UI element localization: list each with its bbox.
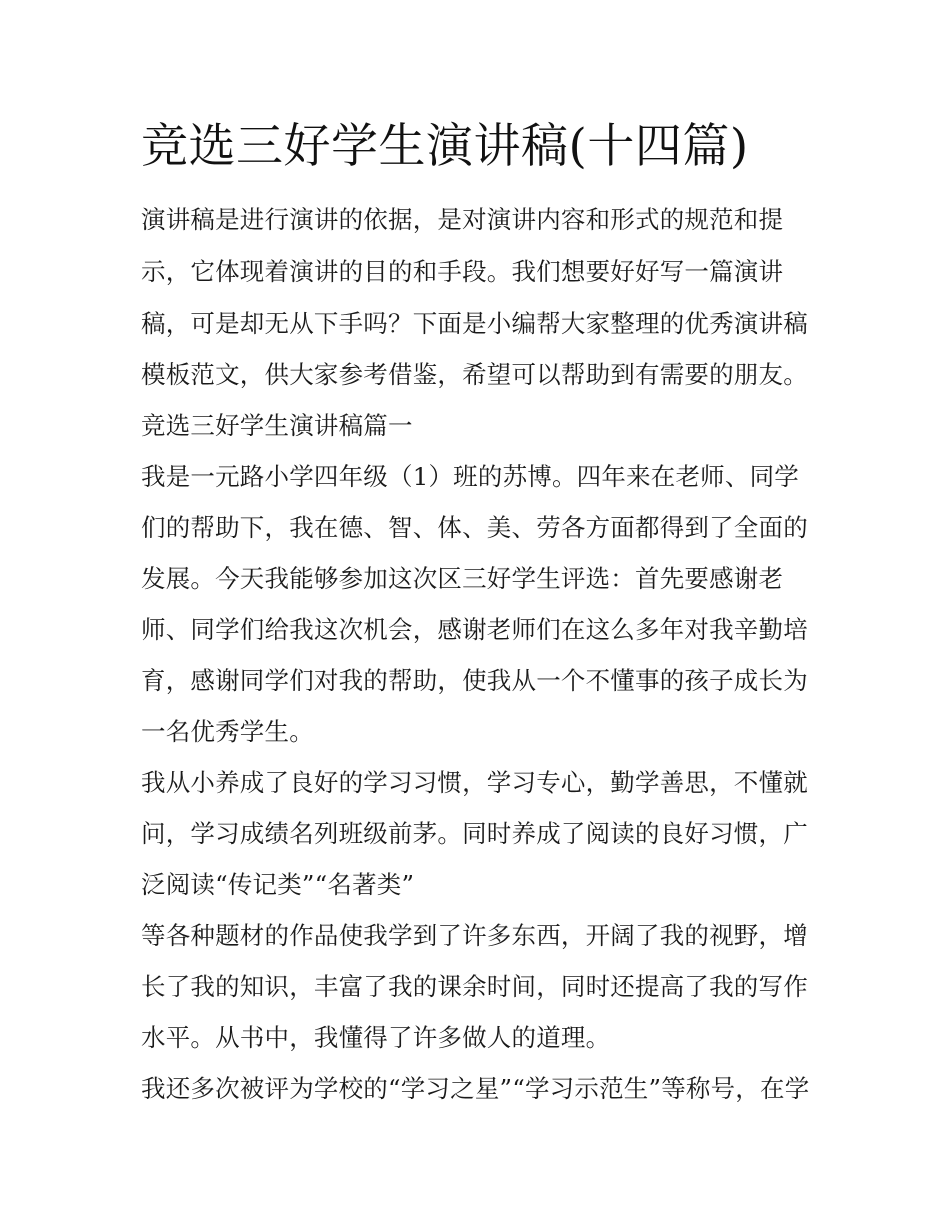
section-heading: 竞选三好学生演讲稿篇一 — [141, 411, 413, 440]
text-line: 泛阅读“传记类”“名著类” — [141, 870, 415, 899]
text-line: 示，它体现着演讲的目的和手段。我们想要好好写一篇演讲 — [141, 257, 784, 286]
document-title: 竞选三好学生演讲稿(十四篇) — [141, 119, 749, 174]
text-line: 我还多次被评为学校的“学习之星”“学习示范生”等称号，在学 — [141, 1074, 810, 1103]
text-line: 我是一元路小学四年级（1）班的苏博。四年来在老师、同学 — [141, 462, 799, 491]
text-line: 稿，可是却无从下手吗？下面是小编帮大家整理的优秀演讲稿 — [141, 309, 808, 338]
text-line: 水平。从书中，我懂得了许多做人的道理。 — [141, 1023, 611, 1052]
text-line: 我从小养成了良好的学习习惯，学习专心，勤学善思，不懂就 — [141, 768, 808, 797]
text-line: 一名优秀学生。 — [141, 717, 314, 746]
text-line: 育，感谢同学们对我的帮助，使我从一个不懂事的孩子成长为 — [141, 666, 808, 695]
text-line: 们的帮助下，我在德、智、体、美、劳各方面都得到了全面的 — [141, 513, 808, 542]
text-line: 长了我的知识，丰富了我的课余时间，同时还提高了我的写作 — [141, 972, 808, 1001]
text-line: 等各种题材的作品使我学到了许多东西，开阔了我的视野，增 — [141, 921, 808, 950]
text-line: 发展。今天我能够参加这次区三好学生评选：首先要感谢老 — [141, 564, 784, 593]
text-line: 演讲稿是进行演讲的依据，是对演讲内容和形式的规范和提 — [141, 205, 784, 234]
text-line: 问，学习成绩名列班级前茅。同时养成了阅读的良好习惯，广 — [141, 819, 808, 848]
text-line: 模板范文，供大家参考借鉴，希望可以帮助到有需要的朋友。 — [141, 360, 808, 389]
text-line: 师、同学们给我这次机会，感谢老师们在这么多年对我辛勤培 — [141, 615, 808, 644]
